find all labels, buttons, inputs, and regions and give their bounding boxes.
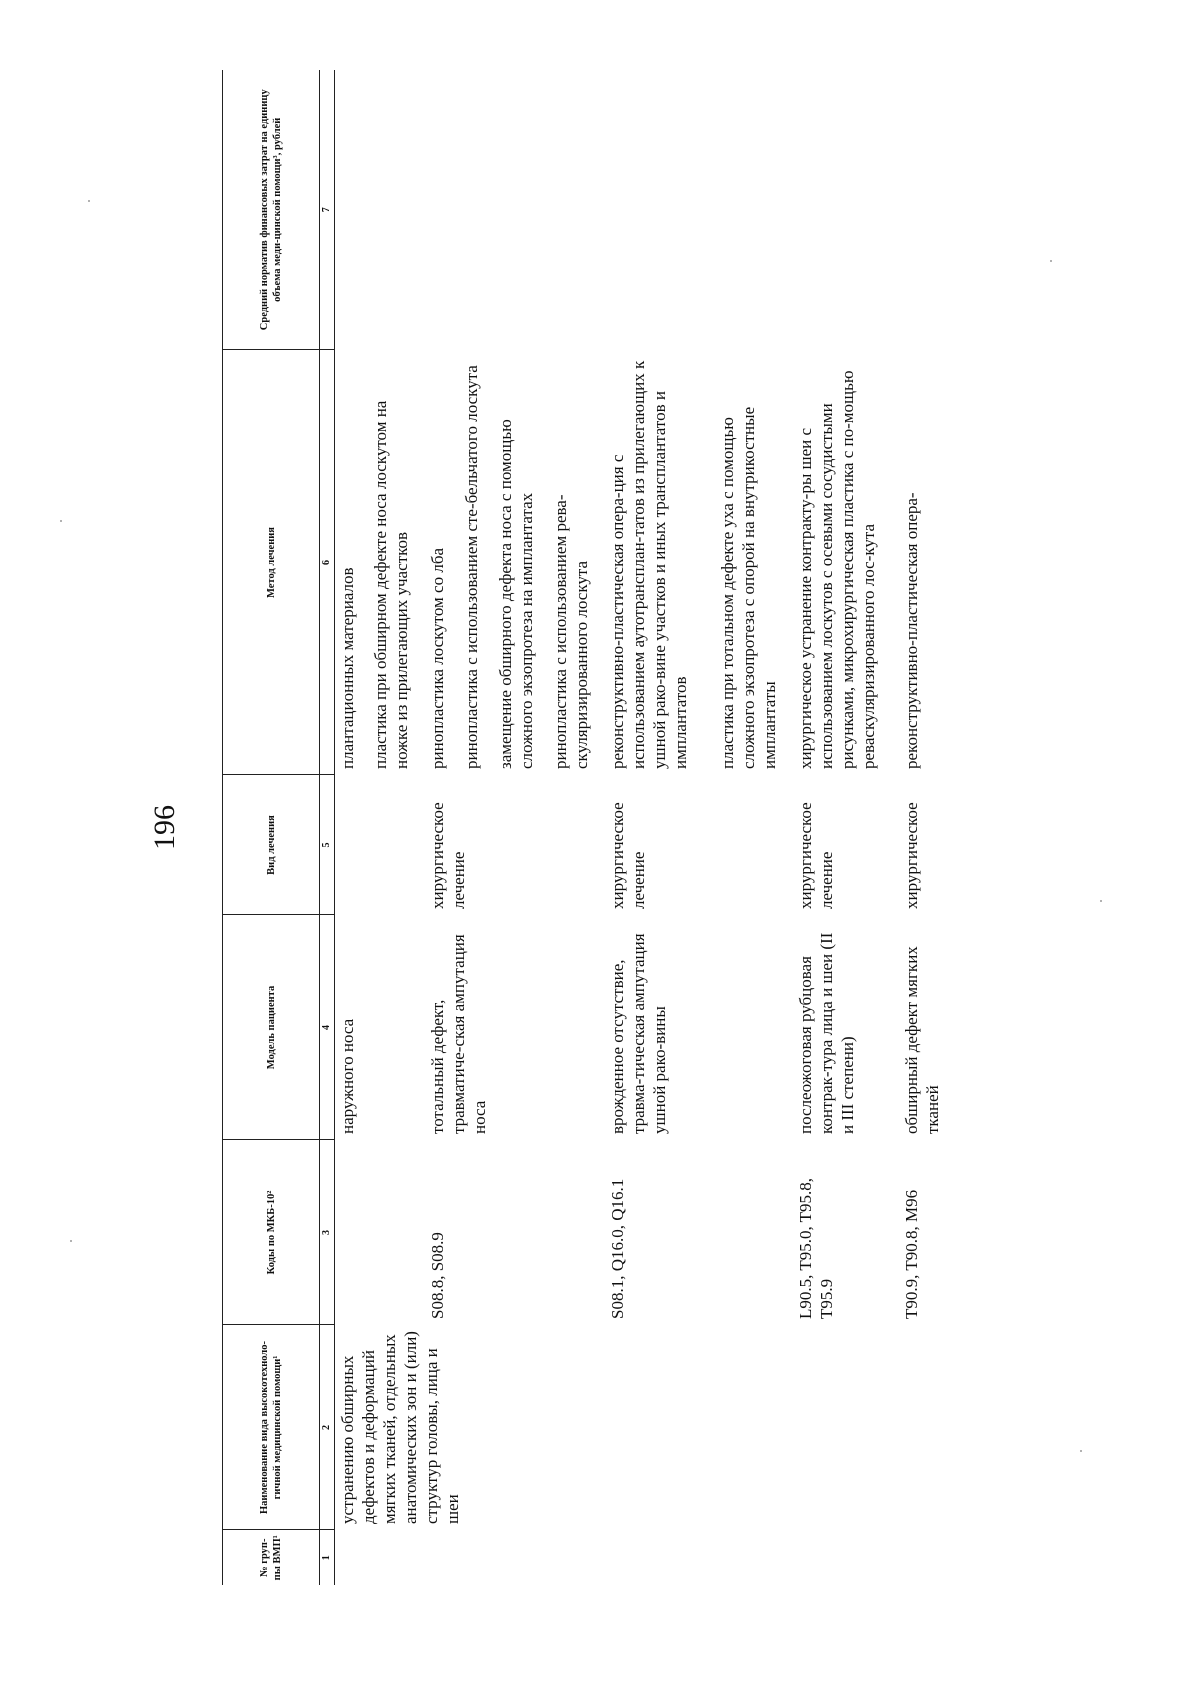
patient-model: наружного носа xyxy=(338,1018,357,1134)
treatment-methods xyxy=(335,350,426,775)
treatment-methods xyxy=(793,350,899,775)
icd-codes: S08.1, Q16.0, Q16.1 xyxy=(608,1178,627,1319)
icd-codes: L90.5, T95.0, T95.8, T95.9 xyxy=(796,1177,836,1319)
treatment-type: хирургическое лечение xyxy=(796,802,836,909)
header-treatment-method: Метод лечения xyxy=(223,350,320,775)
column-number: 4 xyxy=(320,915,335,1140)
scan-speck xyxy=(88,200,90,202)
header-group-number: № груп-пы ВМП¹ xyxy=(223,1530,320,1585)
method-item: пластика при обширном дефекте носа лоскутом на ножке из прилегающих участков xyxy=(371,400,411,769)
method-item: реконструктивно-пластическая опера- xyxy=(902,492,921,769)
column-number: 5 xyxy=(320,775,335,915)
header-vmp-name: Наименование вида высокотехноло-гичной медицинской помощи¹ xyxy=(223,1325,320,1530)
scan-speck xyxy=(60,520,62,522)
treatment-methods xyxy=(899,350,943,775)
patient-model: тотальный дефект, травматиче-ская ампутация носа xyxy=(428,934,489,1134)
header-treatment-type: Вид лечения xyxy=(223,775,320,915)
method-item: замещение обширного дефекта носа с помощью сложного экзопротеза на имплантатах xyxy=(496,419,536,769)
page-number: 196 xyxy=(148,805,181,850)
icd-codes xyxy=(335,1140,426,1325)
method-item: пластика при тотальном дефекте уха с помощью сложного экзопротеза с опорой на внутрикостные имплантаты xyxy=(718,406,779,769)
patient-model: обширный дефект мягких тканей xyxy=(902,946,942,1134)
vmp-table xyxy=(222,70,943,1585)
treatment-methods xyxy=(425,350,605,775)
column-number: 3 xyxy=(320,1140,335,1325)
table-body xyxy=(335,70,944,1585)
column-number: 1 xyxy=(320,1530,335,1585)
column-numbers-row xyxy=(320,70,335,1585)
vmp-group-name: устранению обширных дефектов и деформаций мягких тканей, отдельных анатомических зон и (или) структур головы, лица и шеи xyxy=(338,1331,462,1524)
header-icd-codes: Коды по МКБ-10² xyxy=(223,1140,320,1325)
treatment-type: хирургическое xyxy=(902,802,921,909)
patient-model: послеожоговая рубцовая контрак-тура лица и шеи (II и III степени) xyxy=(796,932,857,1134)
icd-codes: T90.9, T90.8, M96 xyxy=(902,1189,921,1319)
rotated-page xyxy=(145,70,1155,1585)
patient-model: врожденное отсутствие, травма-тическая ампутация ушной рако-вины xyxy=(608,933,669,1134)
treatment-methods xyxy=(605,350,793,775)
table-row xyxy=(335,70,426,1585)
treatment-type: хирургическое лечение xyxy=(428,802,468,909)
column-number: 2 xyxy=(320,1325,335,1530)
method-item: плантационных материалов xyxy=(338,567,357,769)
treatment-type: хирургическое лечение xyxy=(608,802,648,909)
header-patient-model: Модель пациента xyxy=(223,915,320,1140)
column-number: 7 xyxy=(320,70,335,350)
method-item: ринопластика с использованием рева-скуляризированного лоскута xyxy=(551,494,591,769)
treatment-type xyxy=(335,775,426,915)
table-header xyxy=(223,70,335,1585)
method-item: ринопластика с использованием сте-бельчатого лоскута xyxy=(462,365,481,769)
method-item: реконструктивно-пластическая опера-ция с использованием аутотрансплан-татов из прилегающих к ушной рако-вине участков и иных трансплантатов и имплантатов xyxy=(608,360,690,769)
column-number: 6 xyxy=(320,350,335,775)
scan-speck xyxy=(70,1240,72,1242)
method-item: хирургическое устранение контракту-ры шеи с использованием лоскутов с осевыми сосудистыми рисунками, микрохирургическая пластика с по-мощью реваскуляризированного лос-кута xyxy=(796,370,878,769)
method-item: ринопластика лоскутом со лба xyxy=(428,547,447,769)
icd-codes: S08.8, S08.9 xyxy=(428,1232,447,1319)
header-cost-norm: Средний норматив финансовых затрат на единицу объема меди-цинской помощи³, рублей xyxy=(223,70,320,350)
